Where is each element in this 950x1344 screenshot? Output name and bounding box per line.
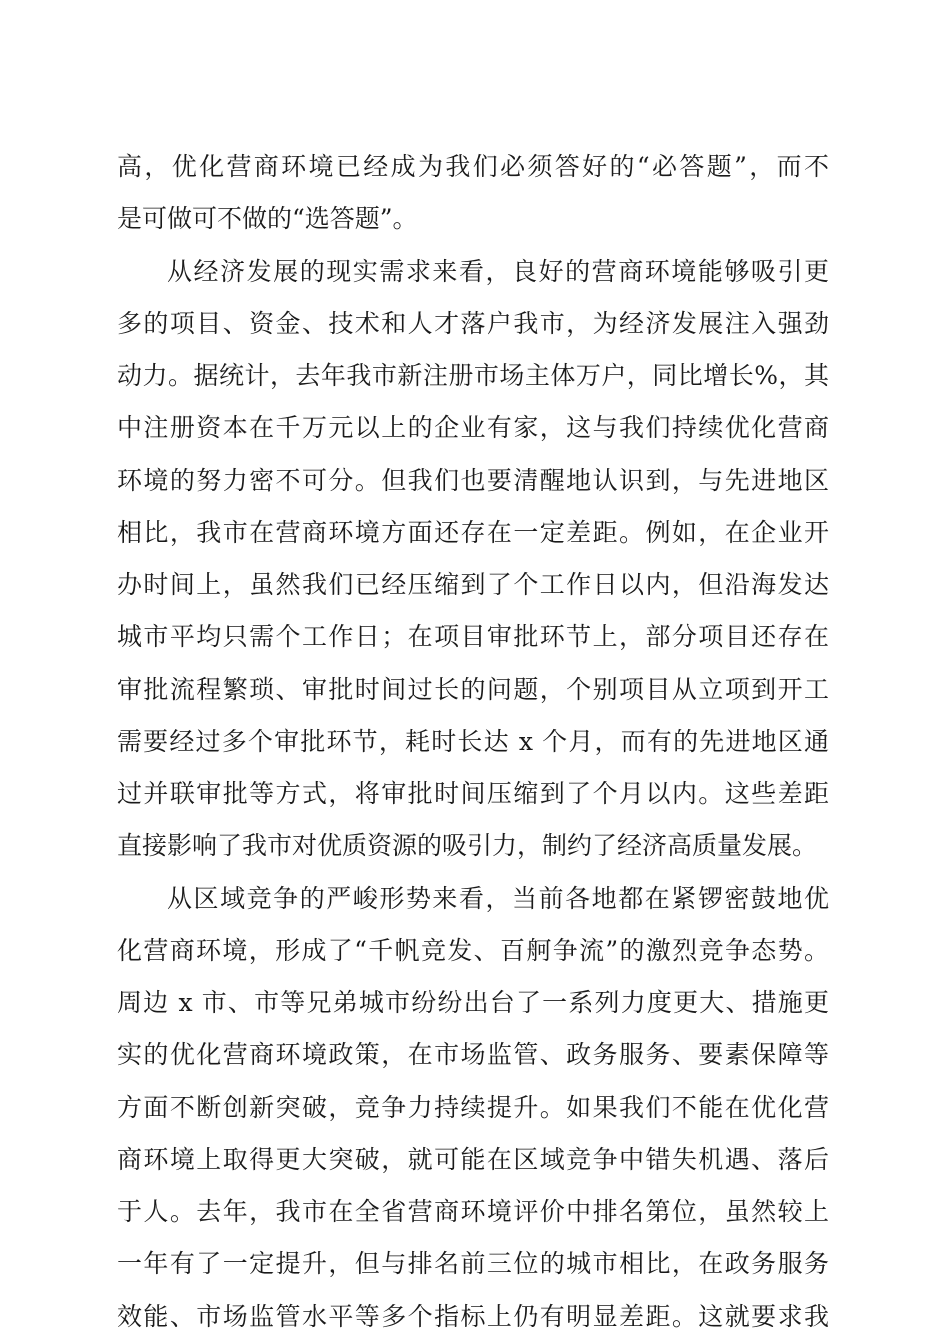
text-line: 多的项目、资金、技术和人才落户我市，为经济发展注入强劲	[117, 308, 829, 338]
document-body	[117, 141, 829, 1343]
text-line: 动力。据统计，去年我市新注册市场主体万户，同比增长%，其	[117, 361, 829, 390]
text-line: 实的优化营商环境政策，在市场监管、政务服务、要素保障等	[117, 1040, 829, 1070]
text-line: 于人。去年，我市在全省营商环境评价中排名第位，虽然较上	[117, 1197, 829, 1226]
text-line: 城市平均只需个工作日；在项目审批环节上，部分项目还存在	[117, 622, 829, 652]
text-line: 高，优化营商环境已经成为我们必须答好的“必答题”，而不	[117, 152, 829, 181]
text-line: 办时间上，虽然我们已经压缩到了个工作日以内，但沿海发达	[117, 570, 829, 599]
text-line: 一年有了一定提升，但与排名前三位的城市相比，在政务服务	[117, 1249, 829, 1279]
text-line: 化营商环境，形成了“千帆竞发、百舸争流”的激烈竞争态势。	[117, 935, 829, 965]
text-line: 从经济发展的现实需求来看，良好的营商环境能够吸引更	[167, 256, 829, 286]
text-line: 效能、市场监管水平等多个指标上仍有明显差距。这就要求我	[117, 1301, 829, 1331]
text-line: 从区域竞争的严峻形势来看，当前各地都在紧锣密鼓地优	[167, 883, 829, 913]
text-line: 审批流程繁琐、审批时间过长的问题，个别项目从立项到开工	[117, 674, 829, 704]
text-line: 方面不断创新突破，竞争力持续提升。如果我们不能在优化营	[117, 1092, 829, 1122]
text-line: 需要经过多个审批环节，耗时长达 x 个月，而有的先进地区通	[117, 726, 829, 756]
text-line: 中注册资本在千万元以上的企业有家，这与我们持续优化营商	[117, 413, 829, 443]
text-line: 环境的努力密不可分。但我们也要清醒地认识到，与先进地区	[117, 465, 829, 495]
text-line: 商环境上取得更大突破，就可能在区域竞争中错失机遇、落后	[117, 1144, 829, 1174]
text-line: 过并联审批等方式，将审批时间压缩到了个月以内。这些差距	[117, 779, 829, 808]
text-line: 直接影响了我市对优质资源的吸引力，制约了经济高质量发展。	[117, 831, 818, 861]
text-line: 相比，我市在营商环境方面还存在一定差距。例如，在企业开	[117, 517, 829, 547]
text-line: 是可做可不做的“选答题”。	[117, 204, 418, 234]
text-line: 周边 x 市、市等兄弟城市纷纷出台了一系列力度更大、措施更	[117, 988, 829, 1017]
